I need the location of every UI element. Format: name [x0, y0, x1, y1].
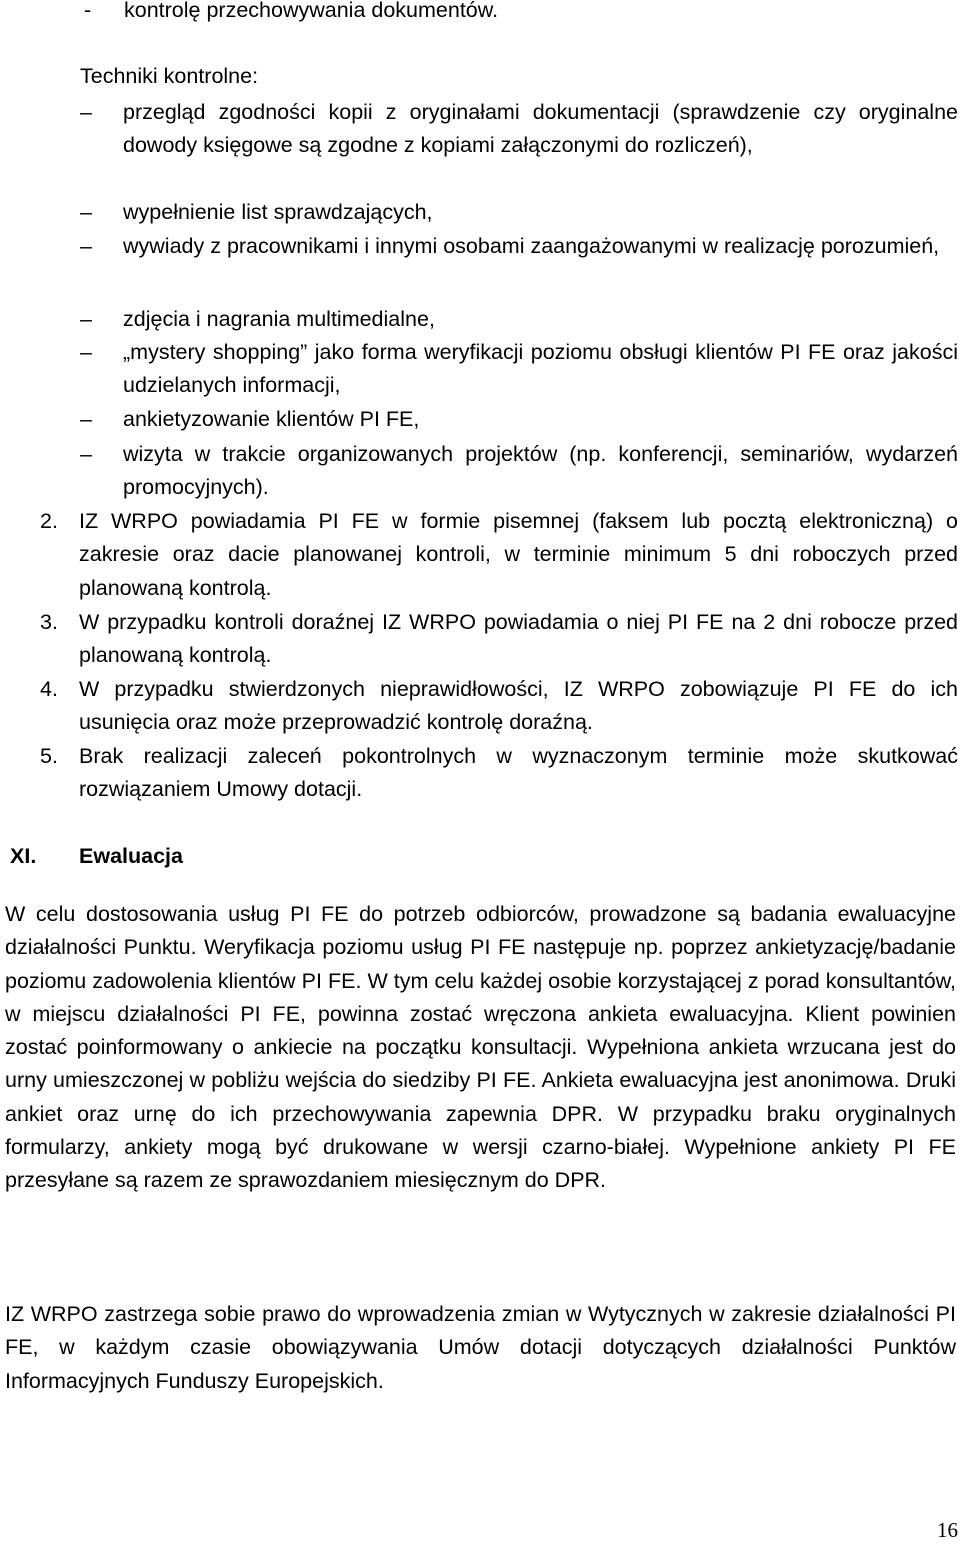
- dash-marker: –: [80, 234, 92, 258]
- item-number: 5.: [40, 744, 58, 768]
- technique-item-text: wypełnienie list sprawdzających,: [123, 200, 433, 224]
- numbered-item: [40, 673, 958, 740]
- dash-marker: –: [80, 407, 92, 431]
- technique-item: [80, 438, 958, 505]
- numbered-item: [40, 606, 958, 673]
- dash-marker: –: [80, 307, 92, 331]
- technique-item: [80, 336, 958, 403]
- techniques-heading: Techniki kontrolne:: [80, 64, 259, 88]
- top-list-text: kontrolę przechowywania dokumentów.: [124, 0, 499, 22]
- technique-item: [80, 230, 958, 263]
- dash-marker: –: [80, 100, 92, 124]
- numbered-item-text: Brak realizacji zaleceń pokontrolnych w wyznaczonym terminie może skutkować rozwiązaniem Umowy dotacji.: [79, 744, 958, 802]
- dash-marker: –: [80, 442, 92, 466]
- numbered-item: [40, 505, 958, 605]
- numbered-item-text: W przypadku kontroli doraźnej IZ WRPO powiadamia o niej PI FE na 2 dni robocze przed planowaną kontrolą.: [79, 610, 958, 668]
- technique-item-text: zdjęcia i nagrania multimedialne,: [123, 307, 435, 331]
- section-number: XI.: [10, 844, 37, 868]
- dash-marker: –: [80, 340, 92, 364]
- evaluation-paragraph: W celu dostosowania usług PI FE do potrzeb odbiorców, prowadzone są badania ewaluacyjne działalności Punktu. Weryfikacja poziomu usług PI FE następuje np. poprzez ankietyzację/badanie poziomu zadowolenia klientów PI FE. W tym celu każdej osobie korzystającej z porad konsultantów, w miejscu działalności PI FE, powinna zostać wręczona ankieta ewaluacyjna. Klient powinien zostać poinformowany o ankiecie na początku konsultacji. Wypełniona ankieta wrzucana jest do urny umieszczonej w pobliżu wejścia do siedziby PI FE. Ankieta ewaluacyjna jest anonimowa. Druki ankiet oraz urnę do ich przechowywania zapewnia DPR. W przypadku braku oryginalnych formularzy, ankiety mogą być drukowane w wersji czarno-białej. Wypełnione ankiety PI FE przesyłane są razem ze sprawozdaniem miesięcznym do DPR.: [5, 902, 956, 1193]
- closing-paragraph: IZ WRPO zastrzega sobie prawo do wprowadzenia zmian w Wytycznych w zakresie działalności PI FE, w każdym czasie obowiązywania Umów dotacji dotyczących działalności Punktów Informacyjnych Funduszy Europejskich.: [5, 1302, 956, 1393]
- technique-item-text: wywiady z pracownikami i innymi osobami zaangażowanymi w realizację porozumień,: [123, 234, 940, 258]
- numbered-item-text: W przypadku stwierdzonych nieprawidłowości, IZ WRPO zobowiązuje PI FE do ich usunięcia oraz może przeprowadzić kontrolę doraźną.: [79, 677, 958, 735]
- section-title: Ewaluacja: [79, 844, 183, 868]
- technique-item: [80, 303, 958, 336]
- page-number: 16: [937, 1518, 958, 1542]
- item-number: 3.: [40, 610, 58, 634]
- top-list-marker: -: [84, 0, 92, 22]
- technique-item-text: ankietyzowanie klientów PI FE,: [123, 407, 420, 431]
- item-number: 2.: [40, 509, 58, 533]
- numbered-item-text: IZ WRPO powiadamia PI FE w formie pisemnej (faksem lub pocztą elektroniczną) o zakresie oraz dacie planowanej kontroli, w terminie minimum 5 dni roboczych przed planowaną kontrolą.: [79, 509, 958, 600]
- technique-item: [80, 403, 958, 436]
- technique-item-text: przegląd zgodności kopii z oryginałami dokumentacji (sprawdzenie czy oryginalne dowody księgowe są zgodne z kopiami załączonymi do rozliczeń),: [123, 100, 958, 158]
- technique-item: [80, 96, 958, 163]
- technique-item-text: wizyta w trakcie organizowanych projektów (np. konferencji, seminariów, wydarzeń promocyjnych).: [123, 442, 958, 500]
- technique-item-text: „mystery shopping” jako forma weryfikacji poziomu obsługi klientów PI FE oraz jakości udzielanych informacji,: [123, 340, 958, 398]
- numbered-item: [40, 740, 958, 807]
- dash-marker: –: [80, 200, 92, 224]
- item-number: 4.: [40, 677, 58, 701]
- technique-item: [80, 196, 958, 229]
